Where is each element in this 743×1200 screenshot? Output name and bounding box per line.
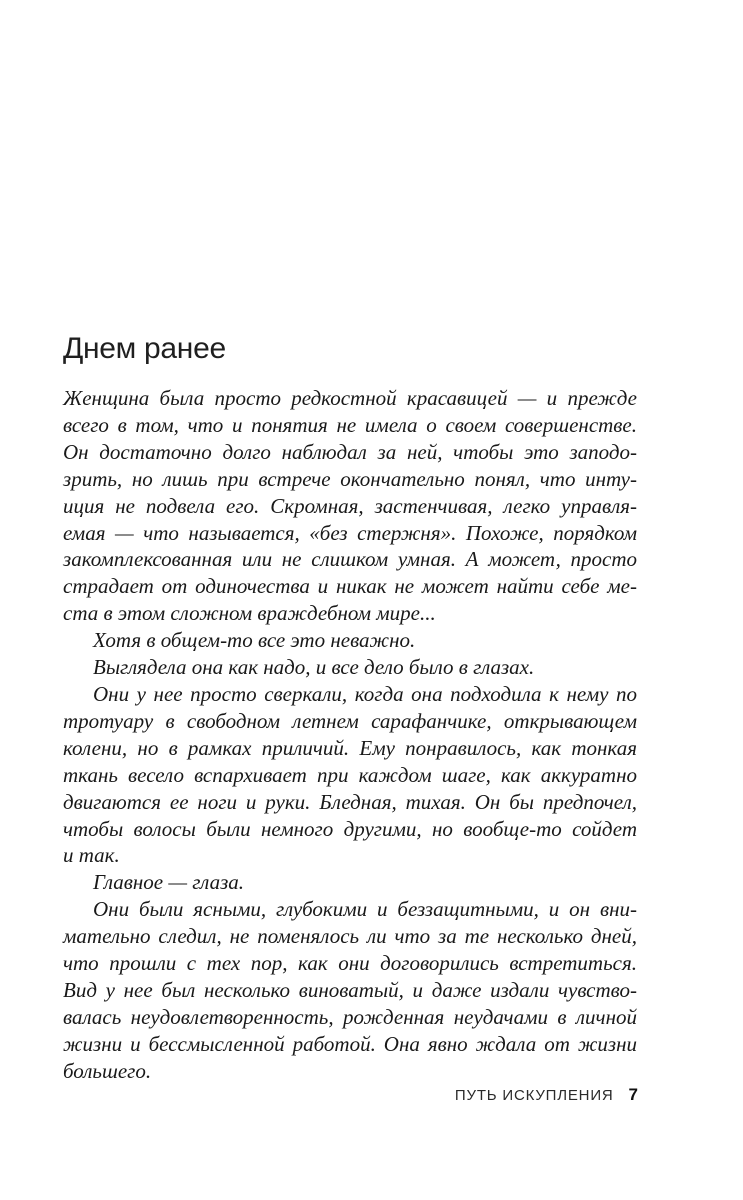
text-line: иция не подвела его. Скромная, застенчивая, легко управля- <box>63 493 637 518</box>
section-heading: Днем ранее <box>63 332 226 365</box>
text-body <box>63 385 637 1085</box>
text-line: что прошли с тех пор, как они договорились встретиться. <box>63 951 637 976</box>
text-line: тротуару в свободном летнем сарафанчике, открывающем <box>63 708 637 733</box>
paragraph <box>63 681 637 869</box>
text-line: валась неудовлетворенность, рожденная неудачами в личной <box>63 1004 637 1029</box>
paragraph <box>63 869 637 896</box>
paragraph <box>63 385 637 627</box>
text-line: страдает от одиночества и никак не может найти себе ме- <box>63 574 637 599</box>
text-line: Он достаточно долго наблюдал за ней, чтобы это заподо- <box>63 439 637 464</box>
text-line: ста в этом сложном враждебном мире... <box>63 601 436 626</box>
text-line: чтобы волосы были немного другими, но вообще-то сойдет <box>63 816 637 841</box>
text-line: Хотя в общем-то все это неважно. <box>93 628 416 653</box>
text-line: зрить, но лишь при встрече окончательно понял, что инту- <box>63 466 637 491</box>
text-line: Они у нее просто сверкали, когда она подходила к нему по <box>93 681 637 706</box>
paragraph <box>63 654 637 681</box>
text-line: жизни и бессмысленной работой. Она явно ждала от жизни <box>63 1031 637 1056</box>
paragraph <box>63 896 637 1084</box>
paragraph <box>63 627 637 654</box>
text-line: всего в том, что и понятия не имела о своем совершенстве. <box>63 412 637 437</box>
text-line: большего. <box>63 1058 152 1083</box>
text-line: ткань весело вспархивает при каждом шаге, как аккуратно <box>63 762 637 787</box>
text-line: мательно следил, не поменялось ли что за те несколько дней, <box>63 924 637 949</box>
text-line: Они были ясными, глубокими и беззащитными, и он вни- <box>93 897 637 922</box>
text-line: и так. <box>63 843 120 868</box>
text-line: Выглядела она как надо, и все дело было в глазах. <box>93 655 535 680</box>
text-line: Вид у нее был несколько виноватый, и даже издали чувство- <box>63 977 637 1002</box>
text-line: двигаются ее ноги и руки. Бледная, тихая. Он бы предпочел, <box>63 789 637 814</box>
page-number: 7 <box>628 1085 638 1104</box>
text-line: колени, но в рамках приличий. Ему понравилось, как тонкая <box>63 735 637 760</box>
running-title: ПУТЬ ИСКУПЛЕНИЯ <box>454 1087 614 1104</box>
text-line: закомплексованная или не слишком умная. А может, просто <box>63 547 637 572</box>
text-line: Женщина была просто редкостной красавицей — и прежде <box>63 386 637 410</box>
text-line: емая — что называется, «без стержня». Похоже, порядком <box>63 520 637 545</box>
page-footer <box>455 1085 638 1105</box>
text-line: Главное — глаза. <box>93 870 245 895</box>
